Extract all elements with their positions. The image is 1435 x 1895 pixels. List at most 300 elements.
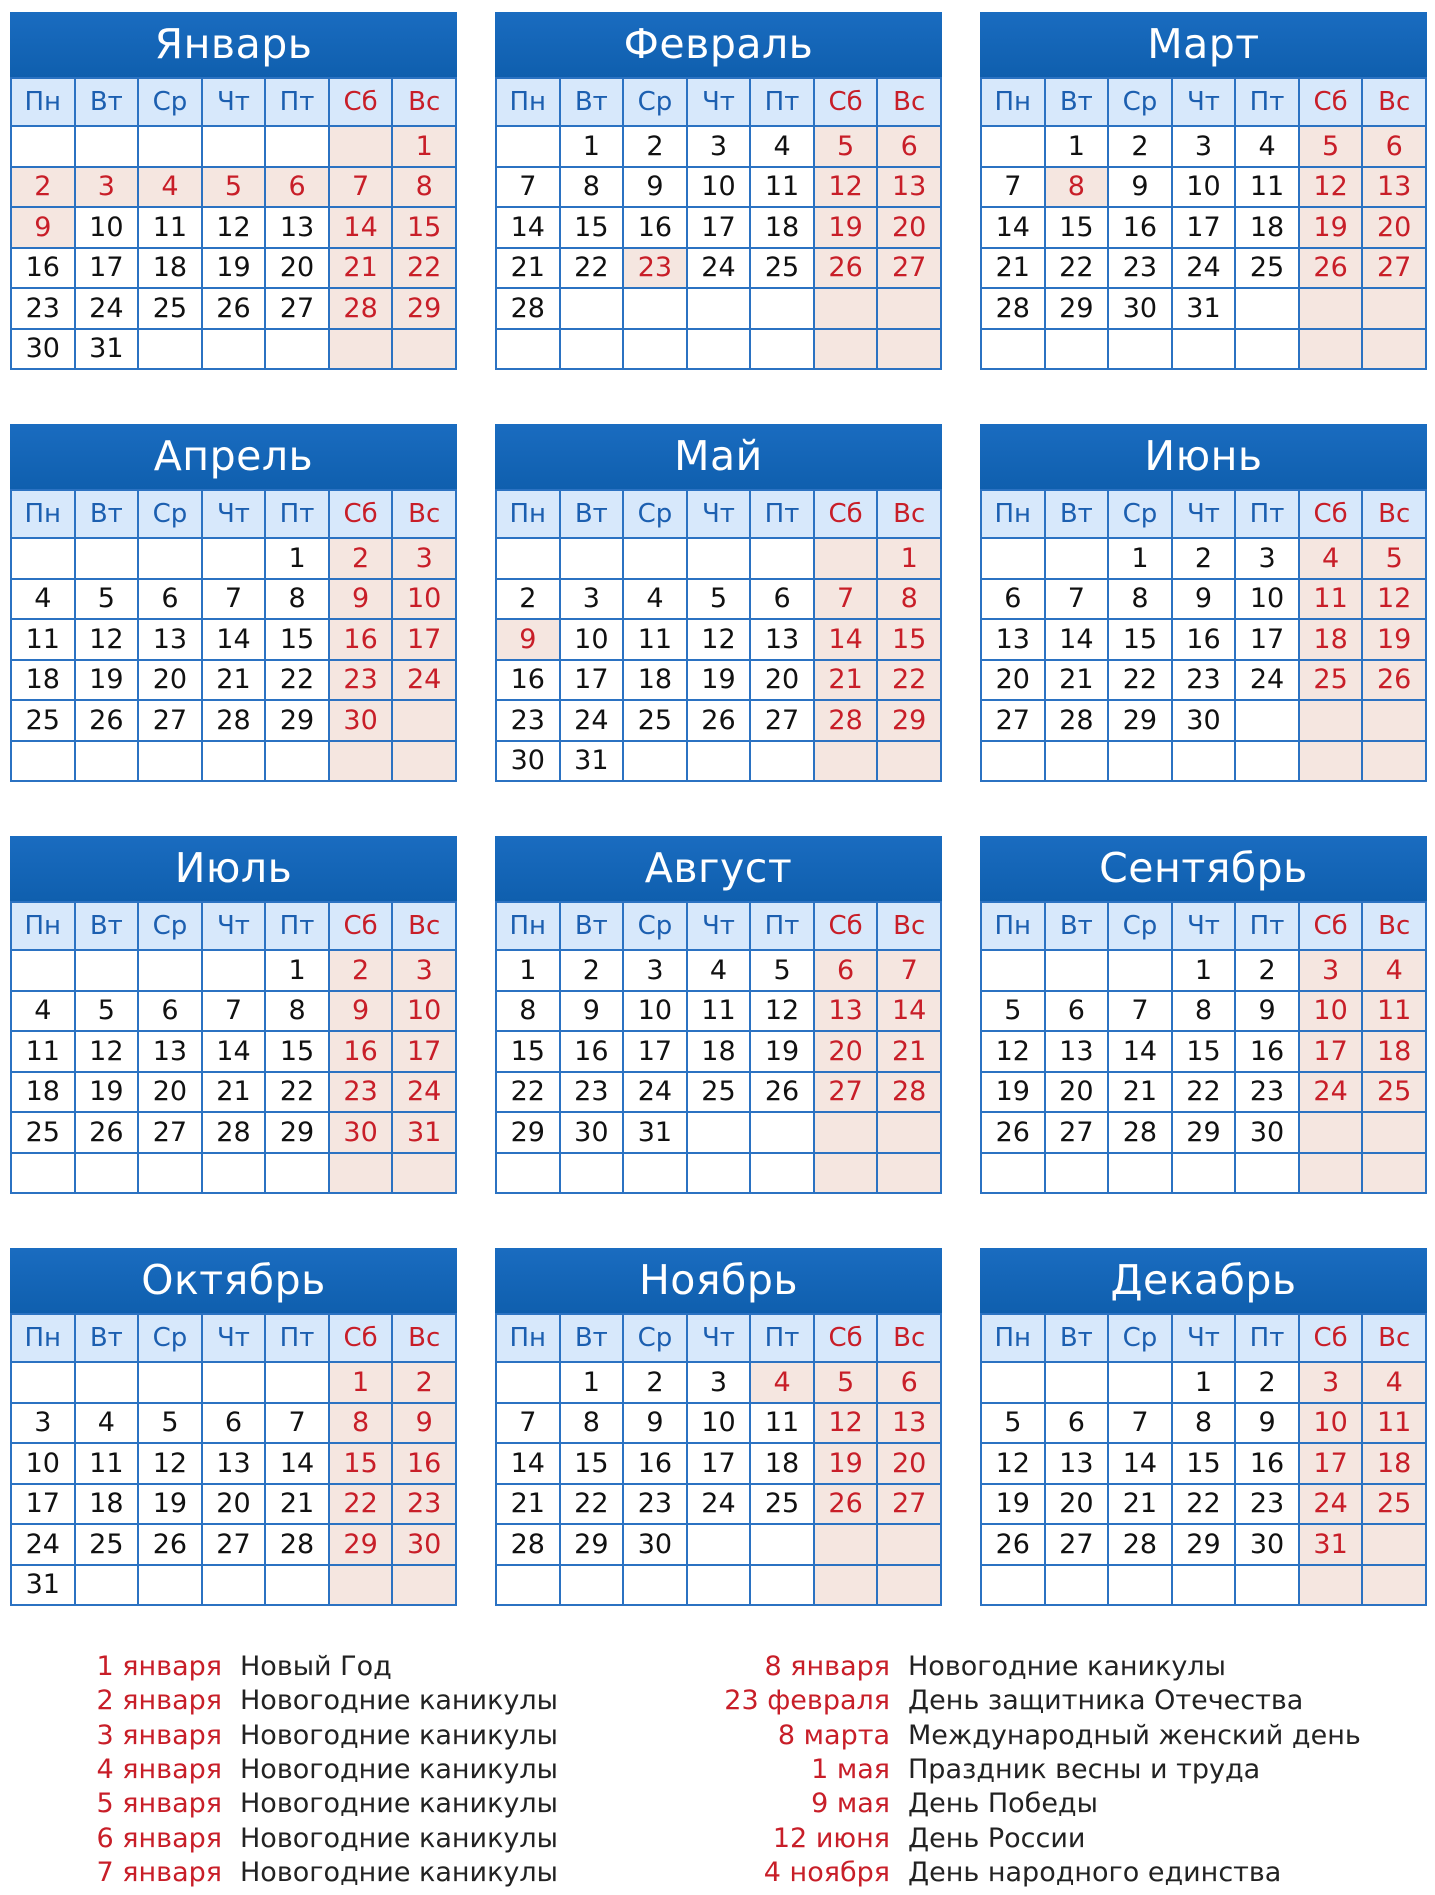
empty-cell: [1045, 1565, 1109, 1606]
empty-cell: [1299, 700, 1363, 741]
legend-date: 9 мая: [811, 1788, 890, 1820]
empty-cell: [814, 1153, 878, 1194]
day-cell: 20: [877, 207, 941, 248]
day-cell: 10: [392, 991, 456, 1032]
empty-cell: [496, 1362, 560, 1403]
month-title: Июнь: [980, 424, 1427, 489]
legend-holiday-name: Новогодние каникулы: [240, 1719, 558, 1751]
day-cell: 19: [75, 660, 139, 701]
weekday-header: Вт: [75, 1314, 139, 1362]
day-cell: 2: [623, 126, 687, 167]
day-cell: 2: [392, 1362, 456, 1403]
empty-cell: [877, 329, 941, 370]
day-cell: 15: [265, 1031, 329, 1072]
day-cell: 5: [814, 1362, 878, 1403]
empty-cell: [1045, 950, 1109, 991]
weekday-header: Чт: [1172, 490, 1236, 538]
day-cell: 31: [1172, 288, 1236, 329]
empty-cell: [687, 1112, 751, 1153]
weekday-header: Ср: [138, 78, 202, 126]
weekday-header: Сб: [1299, 1314, 1363, 1362]
day-cell: 17: [392, 1031, 456, 1072]
empty-cell: [750, 288, 814, 329]
day-cell: 4: [1362, 1362, 1426, 1403]
legend-date: 5 января: [96, 1788, 222, 1820]
legend-date: 8 марта: [777, 1719, 890, 1751]
empty-cell: [329, 741, 393, 782]
legend-holiday-name: Новогодние каникулы: [240, 1822, 558, 1854]
day-cell: 4: [11, 579, 75, 620]
empty-cell: [329, 329, 393, 370]
day-cell: 15: [265, 619, 329, 660]
day-cell: 11: [1362, 1403, 1426, 1444]
day-cell: 20: [1045, 1484, 1109, 1525]
empty-cell: [1045, 329, 1109, 370]
month-table: [980, 77, 1427, 370]
day-cell: 13: [877, 1403, 941, 1444]
legend-holiday-name: День Победы: [908, 1788, 1098, 1820]
day-cell: 24: [687, 1484, 751, 1525]
day-cell: 11: [1362, 991, 1426, 1032]
day-cell: 8: [1108, 579, 1172, 620]
day-cell: 24: [687, 248, 751, 289]
day-cell: 22: [560, 1484, 624, 1525]
empty-cell: [560, 1153, 624, 1194]
day-cell: 6: [138, 991, 202, 1032]
empty-cell: [1299, 1153, 1363, 1194]
day-cell: 14: [981, 207, 1045, 248]
weekday-header: Пн: [981, 490, 1045, 538]
day-cell: 8: [877, 579, 941, 620]
empty-cell: [623, 741, 687, 782]
weekday-header: Вс: [392, 490, 456, 538]
day-cell: 29: [265, 1112, 329, 1153]
empty-cell: [265, 1565, 329, 1606]
empty-cell: [202, 1565, 266, 1606]
day-cell: 6: [1045, 1403, 1109, 1444]
month-7: [10, 836, 457, 1194]
empty-cell: [11, 741, 75, 782]
day-cell: 17: [75, 248, 139, 289]
day-cell: 17: [1299, 1443, 1363, 1484]
day-cell: 17: [1172, 207, 1236, 248]
day-cell: 26: [814, 248, 878, 289]
day-cell: 15: [877, 619, 941, 660]
day-cell: 6: [1362, 126, 1426, 167]
legend-holiday-name: Новогодние каникулы: [240, 1753, 558, 1785]
empty-cell: [623, 329, 687, 370]
day-cell: 14: [202, 619, 266, 660]
day-cell: 18: [11, 1072, 75, 1113]
empty-cell: [75, 1153, 139, 1194]
day-cell: 3: [1299, 950, 1363, 991]
day-cell: 9: [1235, 991, 1299, 1032]
day-cell: 24: [560, 700, 624, 741]
day-cell: 1: [877, 538, 941, 579]
day-cell: 12: [1362, 579, 1426, 620]
day-cell: 28: [1045, 700, 1109, 741]
empty-cell: [265, 329, 329, 370]
day-cell: 5: [687, 579, 751, 620]
empty-cell: [623, 1565, 687, 1606]
legend-holiday-name: Новый Год: [240, 1651, 392, 1682]
empty-cell: [750, 329, 814, 370]
day-cell: 20: [265, 248, 329, 289]
day-cell: 25: [138, 288, 202, 329]
weekday-header: Сб: [329, 490, 393, 538]
day-cell: 24: [1299, 1072, 1363, 1113]
day-cell: 15: [496, 1031, 560, 1072]
empty-cell: [814, 1524, 878, 1565]
month-1: [10, 12, 457, 370]
day-cell: 7: [1108, 1403, 1172, 1444]
month-title: Январь: [10, 12, 457, 77]
legend-holiday-name: День России: [908, 1822, 1086, 1854]
day-cell: 5: [1299, 126, 1363, 167]
empty-cell: [814, 288, 878, 329]
empty-cell: [981, 741, 1045, 782]
empty-cell: [981, 329, 1045, 370]
day-cell: 18: [1235, 207, 1299, 248]
day-cell: 25: [11, 700, 75, 741]
month-table: [495, 77, 942, 370]
day-cell: 6: [814, 950, 878, 991]
day-cell: 23: [11, 288, 75, 329]
day-cell: 18: [687, 1031, 751, 1072]
day-cell: 7: [496, 167, 560, 208]
day-cell: 2: [623, 1362, 687, 1403]
day-cell: 25: [687, 1072, 751, 1113]
month-12: [980, 1248, 1427, 1606]
day-cell: 9: [392, 1403, 456, 1444]
empty-cell: [1108, 1153, 1172, 1194]
month-title: Сентябрь: [980, 836, 1427, 901]
day-cell: 12: [981, 1031, 1045, 1072]
day-cell: 4: [1362, 950, 1426, 991]
day-cell: 5: [981, 1403, 1045, 1444]
day-cell: 29: [392, 288, 456, 329]
day-cell: 7: [202, 991, 266, 1032]
day-cell: 24: [1235, 660, 1299, 701]
day-cell: 25: [1235, 248, 1299, 289]
empty-cell: [1362, 1565, 1426, 1606]
day-cell: 2: [1235, 1362, 1299, 1403]
day-cell: 24: [392, 1072, 456, 1113]
weekday-header: Вт: [560, 78, 624, 126]
day-cell: 28: [1108, 1112, 1172, 1153]
month-title: Март: [980, 12, 1427, 77]
weekday-header: Вт: [560, 490, 624, 538]
day-cell: 13: [877, 167, 941, 208]
day-cell: 21: [1108, 1072, 1172, 1113]
month-title: Июль: [10, 836, 457, 901]
month-title: Октябрь: [10, 1248, 457, 1313]
day-cell: 22: [1172, 1484, 1236, 1525]
day-cell: 1: [329, 1362, 393, 1403]
day-cell: 7: [202, 579, 266, 620]
empty-cell: [11, 126, 75, 167]
empty-cell: [814, 741, 878, 782]
day-cell: 26: [750, 1072, 814, 1113]
day-cell: 5: [75, 991, 139, 1032]
weekday-header: Ср: [1108, 78, 1172, 126]
day-cell: 14: [202, 1031, 266, 1072]
weekday-header: Сб: [329, 1314, 393, 1362]
day-cell: 24: [75, 288, 139, 329]
day-cell: 31: [11, 1565, 75, 1606]
day-cell: 12: [75, 619, 139, 660]
weekday-header: Пн: [11, 902, 75, 950]
day-cell: 30: [1108, 288, 1172, 329]
weekday-header: Сб: [814, 490, 878, 538]
empty-cell: [687, 741, 751, 782]
empty-cell: [750, 1524, 814, 1565]
day-cell: 7: [1045, 579, 1109, 620]
day-cell: 20: [981, 660, 1045, 701]
day-cell: 29: [877, 700, 941, 741]
day-cell: 18: [750, 207, 814, 248]
legend-date: 2 января: [96, 1685, 222, 1717]
day-cell: 23: [1172, 660, 1236, 701]
day-cell: 12: [75, 1031, 139, 1072]
day-cell: 20: [1045, 1072, 1109, 1113]
weekday-header: Сб: [1299, 490, 1363, 538]
day-cell: 6: [750, 579, 814, 620]
day-cell: 29: [329, 1524, 393, 1565]
day-cell: 19: [814, 207, 878, 248]
month-9: [980, 836, 1427, 1194]
day-cell: 9: [329, 991, 393, 1032]
month-title: Декабрь: [980, 1248, 1427, 1313]
day-cell: 17: [11, 1484, 75, 1525]
empty-cell: [1362, 288, 1426, 329]
day-cell: 8: [329, 1403, 393, 1444]
weekday-header: Пт: [265, 1314, 329, 1362]
day-cell: 20: [814, 1031, 878, 1072]
day-cell: 27: [814, 1072, 878, 1113]
weekday-header: Вс: [1362, 78, 1426, 126]
empty-cell: [202, 950, 266, 991]
empty-cell: [138, 1565, 202, 1606]
day-cell: 3: [623, 950, 687, 991]
legend-date: 4 января: [96, 1753, 222, 1785]
legend-item: [10, 1787, 1098, 1821]
day-cell: 7: [877, 950, 941, 991]
day-cell: 1: [1045, 126, 1109, 167]
day-cell: 18: [1299, 619, 1363, 660]
day-cell: 13: [814, 991, 878, 1032]
day-cell: 18: [1362, 1031, 1426, 1072]
empty-cell: [138, 538, 202, 579]
day-cell: 5: [814, 126, 878, 167]
day-cell: 13: [265, 207, 329, 248]
weekday-header: Вт: [1045, 490, 1109, 538]
day-cell: 22: [265, 1072, 329, 1113]
weekday-header: Сб: [329, 78, 393, 126]
day-cell: 15: [1172, 1443, 1236, 1484]
weekday-header: Сб: [1299, 78, 1363, 126]
day-cell: 28: [202, 1112, 266, 1153]
day-cell: 16: [496, 660, 560, 701]
day-cell: 3: [1235, 538, 1299, 579]
empty-cell: [1172, 1565, 1236, 1606]
day-cell: 11: [750, 1403, 814, 1444]
empty-cell: [1299, 288, 1363, 329]
empty-cell: [560, 1565, 624, 1606]
day-cell: 23: [1108, 248, 1172, 289]
legend-holiday-name: Международный женский день: [908, 1719, 1361, 1751]
weekday-header: Чт: [202, 1314, 266, 1362]
day-cell: 5: [202, 167, 266, 208]
day-cell: 29: [1045, 288, 1109, 329]
day-cell: 25: [1362, 1484, 1426, 1525]
weekday-header: Сб: [1299, 902, 1363, 950]
day-cell: 12: [202, 207, 266, 248]
day-cell: 19: [981, 1484, 1045, 1525]
day-cell: 19: [138, 1484, 202, 1525]
empty-cell: [877, 1112, 941, 1153]
day-cell: 11: [623, 619, 687, 660]
weekday-header: Пт: [750, 78, 814, 126]
day-cell: 10: [75, 207, 139, 248]
day-cell: 16: [1172, 619, 1236, 660]
weekday-header: Чт: [1172, 78, 1236, 126]
day-cell: 13: [138, 619, 202, 660]
empty-cell: [1045, 741, 1109, 782]
weekday-header: Чт: [1172, 1314, 1236, 1362]
day-cell: 5: [75, 579, 139, 620]
empty-cell: [1045, 538, 1109, 579]
day-cell: 15: [1108, 619, 1172, 660]
day-cell: 9: [623, 1403, 687, 1444]
weekday-header: Пн: [981, 78, 1045, 126]
legend-holiday-name: День народного единства: [908, 1856, 1282, 1888]
month-table: [495, 489, 942, 782]
day-cell: 27: [1362, 248, 1426, 289]
day-cell: 12: [814, 1403, 878, 1444]
month-title: Май: [495, 424, 942, 489]
day-cell: 12: [981, 1443, 1045, 1484]
day-cell: 30: [1172, 700, 1236, 741]
day-cell: 19: [687, 660, 751, 701]
weekday-header: Чт: [687, 78, 751, 126]
weekday-header: Сб: [329, 902, 393, 950]
weekday-header: Пт: [265, 490, 329, 538]
day-cell: 29: [1172, 1112, 1236, 1153]
empty-cell: [1108, 329, 1172, 370]
day-cell: 3: [392, 950, 456, 991]
day-cell: 3: [1172, 126, 1236, 167]
day-cell: 2: [329, 950, 393, 991]
day-cell: 8: [496, 991, 560, 1032]
month-3: [980, 12, 1427, 370]
day-cell: 18: [623, 660, 687, 701]
month-table: [10, 1313, 457, 1606]
empty-cell: [1172, 741, 1236, 782]
weekday-header: Пн: [11, 78, 75, 126]
day-cell: 4: [11, 991, 75, 1032]
weekday-header: Вс: [877, 1314, 941, 1362]
weekday-header: Чт: [202, 78, 266, 126]
legend-date: 1 января: [96, 1651, 222, 1682]
day-cell: 1: [560, 1362, 624, 1403]
day-cell: 3: [687, 1362, 751, 1403]
day-cell: 13: [1362, 167, 1426, 208]
day-cell: 1: [560, 126, 624, 167]
empty-cell: [75, 741, 139, 782]
empty-cell: [1108, 741, 1172, 782]
day-cell: 13: [1045, 1443, 1109, 1484]
empty-cell: [392, 1153, 456, 1194]
day-cell: 18: [75, 1484, 139, 1525]
day-cell: 22: [265, 660, 329, 701]
empty-cell: [877, 741, 941, 782]
day-cell: 26: [1362, 660, 1426, 701]
day-cell: 10: [1299, 991, 1363, 1032]
legend-date: 1 мая: [811, 1753, 890, 1785]
day-cell: 30: [1235, 1112, 1299, 1153]
day-cell: 10: [392, 579, 456, 620]
empty-cell: [623, 288, 687, 329]
legend-date: 4 ноября: [763, 1856, 890, 1888]
day-cell: 3: [392, 538, 456, 579]
day-cell: 24: [623, 1072, 687, 1113]
month-4: [10, 424, 457, 782]
empty-cell: [877, 288, 941, 329]
empty-cell: [877, 1524, 941, 1565]
empty-cell: [138, 329, 202, 370]
day-cell: 9: [496, 619, 560, 660]
day-cell: 21: [265, 1484, 329, 1525]
legend-item: [10, 1650, 1226, 1684]
empty-cell: [814, 1565, 878, 1606]
legend-item: [10, 1719, 1361, 1753]
day-cell: 18: [1362, 1443, 1426, 1484]
day-cell: 16: [329, 1031, 393, 1072]
day-cell: 13: [1045, 1031, 1109, 1072]
day-cell: 2: [329, 538, 393, 579]
day-cell: 16: [392, 1443, 456, 1484]
empty-cell: [75, 950, 139, 991]
day-cell: 5: [138, 1403, 202, 1444]
day-cell: 11: [11, 1031, 75, 1072]
month-title: Август: [495, 836, 942, 901]
day-cell: 31: [1299, 1524, 1363, 1565]
empty-cell: [750, 1565, 814, 1606]
day-cell: 8: [560, 167, 624, 208]
day-cell: 3: [11, 1403, 75, 1444]
weekday-header: Вс: [1362, 490, 1426, 538]
day-cell: 2: [1172, 538, 1236, 579]
day-cell: 7: [981, 167, 1045, 208]
day-cell: 26: [814, 1484, 878, 1525]
weekday-header: Вт: [560, 902, 624, 950]
empty-cell: [392, 700, 456, 741]
day-cell: 22: [1172, 1072, 1236, 1113]
day-cell: 26: [138, 1524, 202, 1565]
day-cell: 28: [265, 1524, 329, 1565]
empty-cell: [1045, 1362, 1109, 1403]
empty-cell: [1045, 1153, 1109, 1194]
empty-cell: [1235, 288, 1299, 329]
weekday-header: Вт: [75, 902, 139, 950]
empty-cell: [1108, 1362, 1172, 1403]
day-cell: 6: [981, 579, 1045, 620]
day-cell: 24: [11, 1524, 75, 1565]
empty-cell: [750, 538, 814, 579]
day-cell: 16: [623, 1443, 687, 1484]
month-8: [495, 836, 942, 1194]
